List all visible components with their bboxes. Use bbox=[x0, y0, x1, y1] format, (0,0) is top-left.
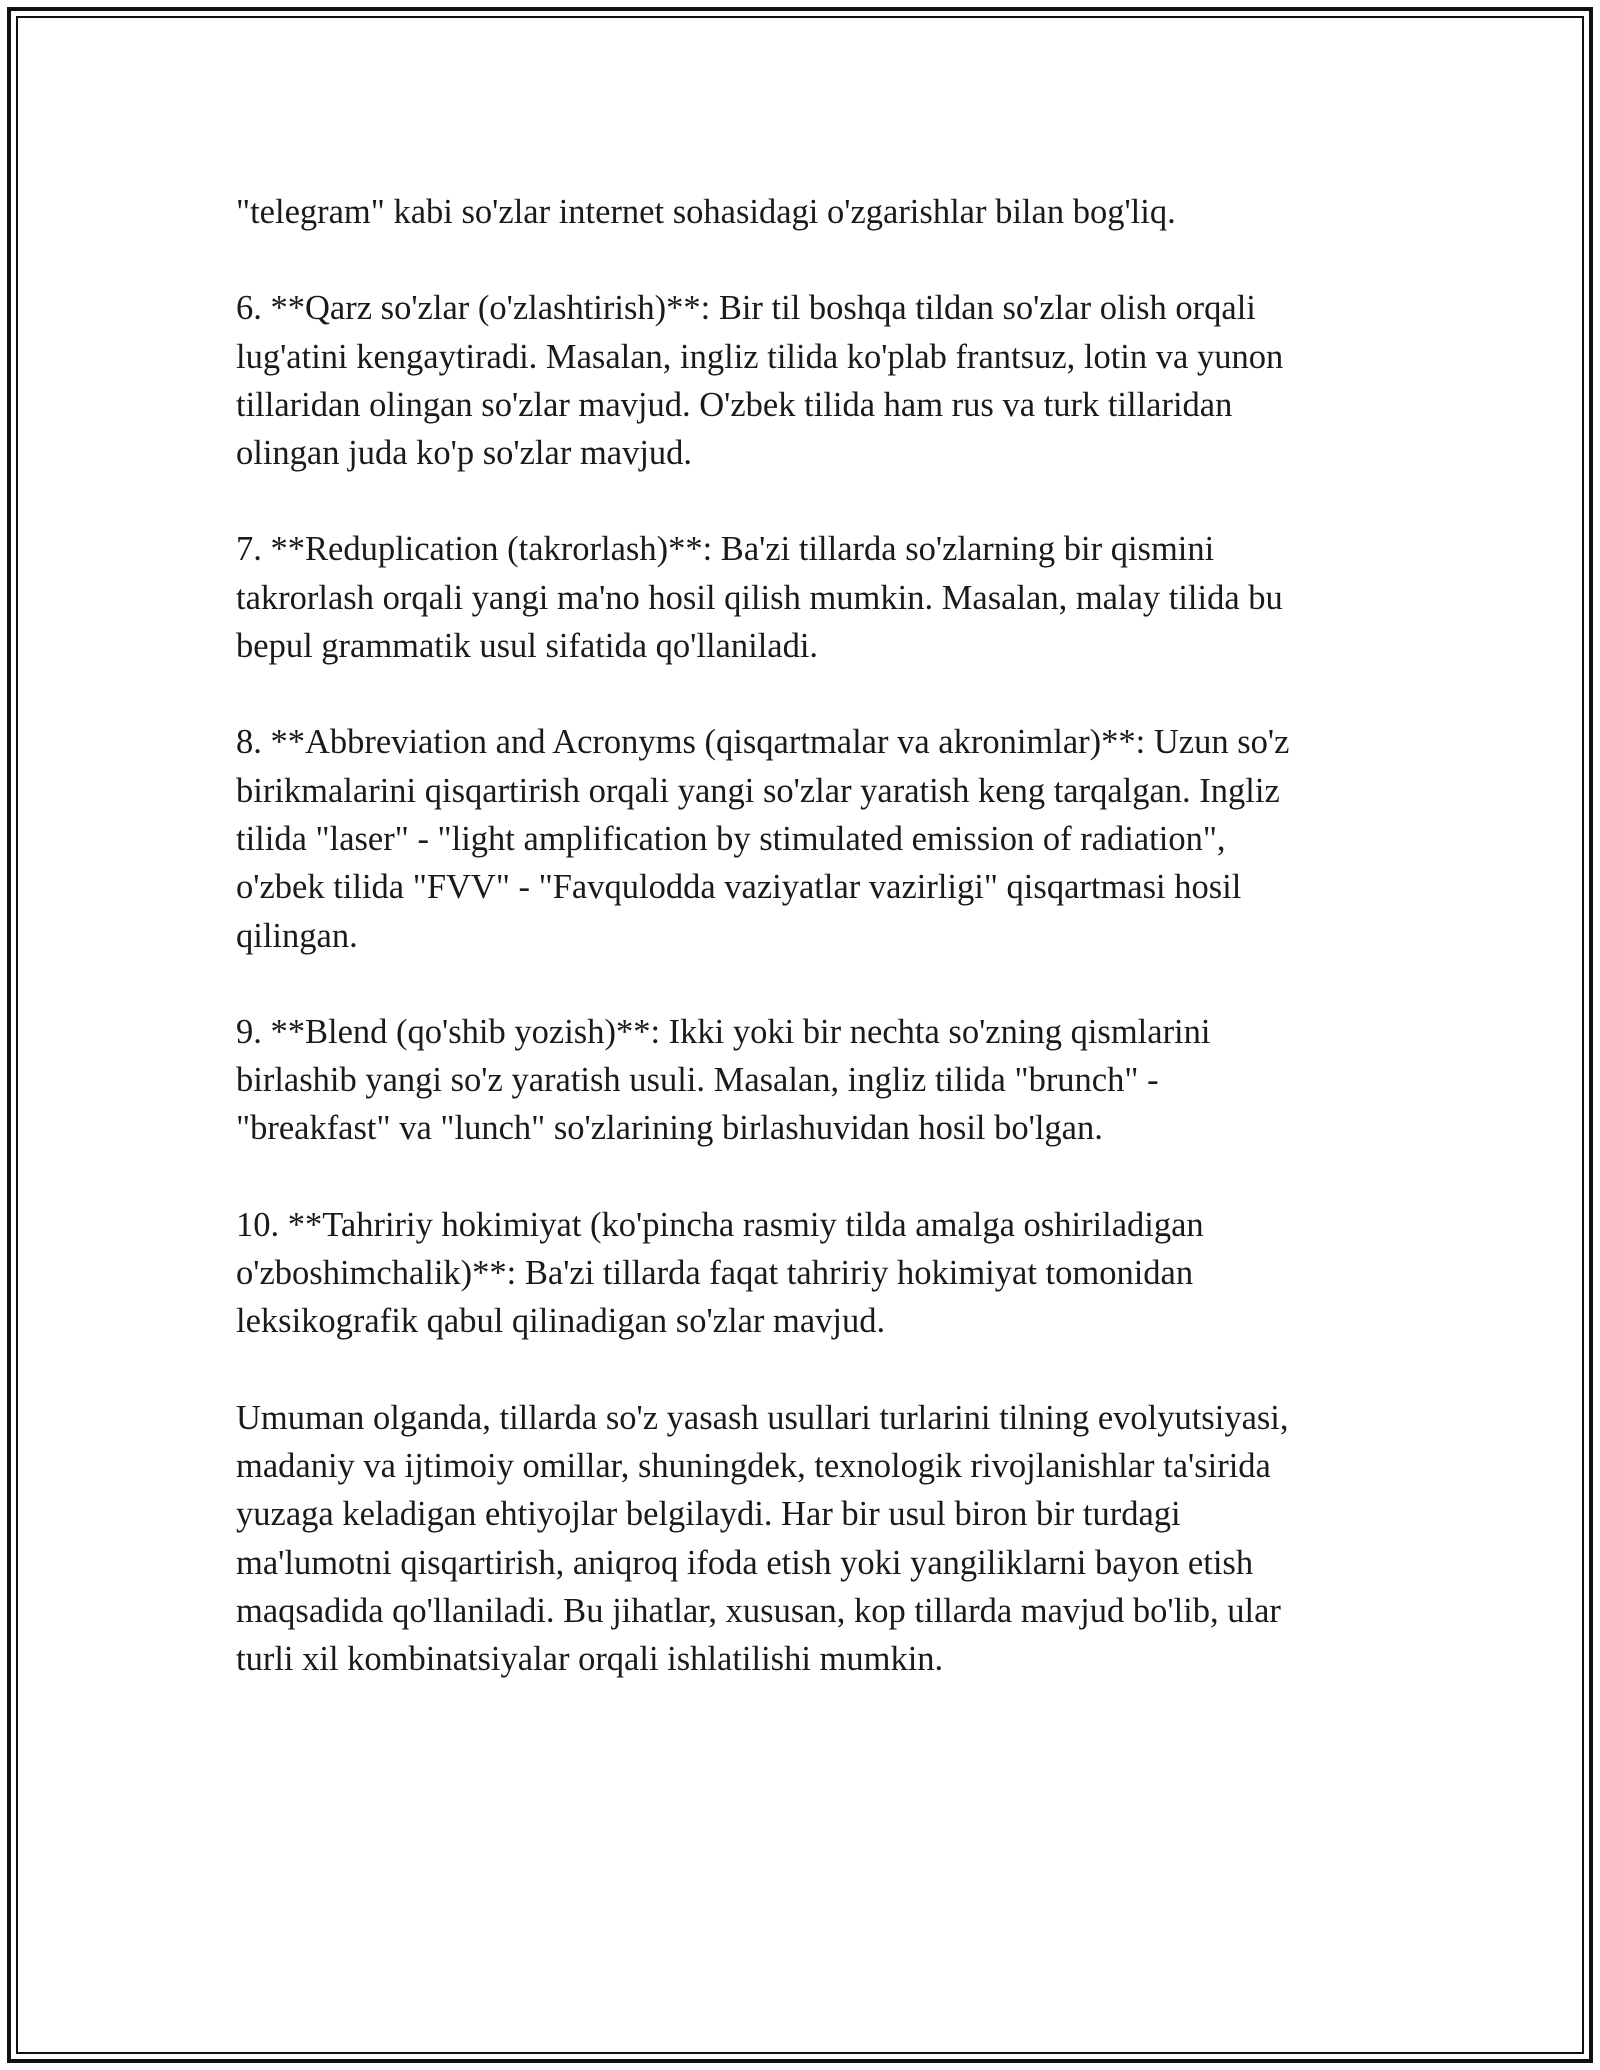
paragraph-conclusion: Umuman olganda, tillarda so'z yasash usullari turlarini tilning evolyutsiyasi, madaniy va ijtimoiy omillar, shuningdek, texnologik rivojlanishlar ta'sirida yuzaga keladigan ehtiyojlar belgilaydi. Har bir usul biron bir turdagi ma'lumotni qisqartirish, aniqroq ifoda etish yoki yangiliklarni bayon etish maqsadida qo'llaniladi. Bu jihatlar, xususan, kop tillarda mavjud bo'lib, ular turli xil kombinatsiyalar orqali ishlatilishi mumkin. bbox=[236, 1398, 1289, 1679]
paragraph-item-8-abbreviation: 8. **Abbreviation and Acronyms (qisqartmalar va akronimlar)**: Uzun so'z birikmalarini qisqartirish orqali yangi so'zlar yaratish keng tarqalgan. Ingliz tilida "laser" - "light amplification by stimulated emission of radiation", o'zbek tilida "FVV" - "Favqulodda vaziyatlar vazirligi" qisqartmasi hosil qilingan. bbox=[236, 723, 1290, 955]
paragraph-item-9-blend: 9. **Blend (qo'shib yozish)**: Ikki yoki bir nechta so'zning qismlarini birlashib yangi so'z yaratish usuli. Masalan, ingliz tilida "brunch" - "breakfast" va "lunch" so'zlarining birlashuvidan hosil bo'lgan. bbox=[236, 1012, 1211, 1148]
paragraph-item-7-reduplication: 7. **Reduplication (takrorlash)**: Ba'zi tillarda so'zlarning bir qismini takrorlash orqali yangi ma'no hosil qilish mumkin. Masalan, malay tilida bu bepul grammatik usul sifatida qo'llaniladi. bbox=[236, 530, 1283, 666]
document-body bbox=[236, 188, 1386, 1731]
paragraph-item-10-tahririy-hokimiyat: 10. **Tahririy hokimiyat (ko'pincha rasmiy tilda amalga oshiriladigan o'zboshimchalik)**: Ba'zi tillarda faqat tahririy hokimiyat tomonidan leksikografik qabul qilinadigan so'zlar mavjud. bbox=[236, 1205, 1204, 1341]
paragraph-telegram-continuation: "telegram" kabi so'zlar internet sohasidagi o'zgarishlar bilan bog'liq. bbox=[236, 193, 1176, 231]
paragraph-item-6-qarz-sozlar: 6. **Qarz so'zlar (o'zlashtirish)**: Bir til boshqa tildan so'zlar olish orqali lug'atini kengaytiradi. Masalan, ingliz tilida ko'plab frantsuz, lotin va yunon tillaridan olingan so'zlar mavjud. O'zbek tilida ham rus va turk tillaridan olingan juda ko'p so'zlar mavjud. bbox=[236, 289, 1284, 473]
